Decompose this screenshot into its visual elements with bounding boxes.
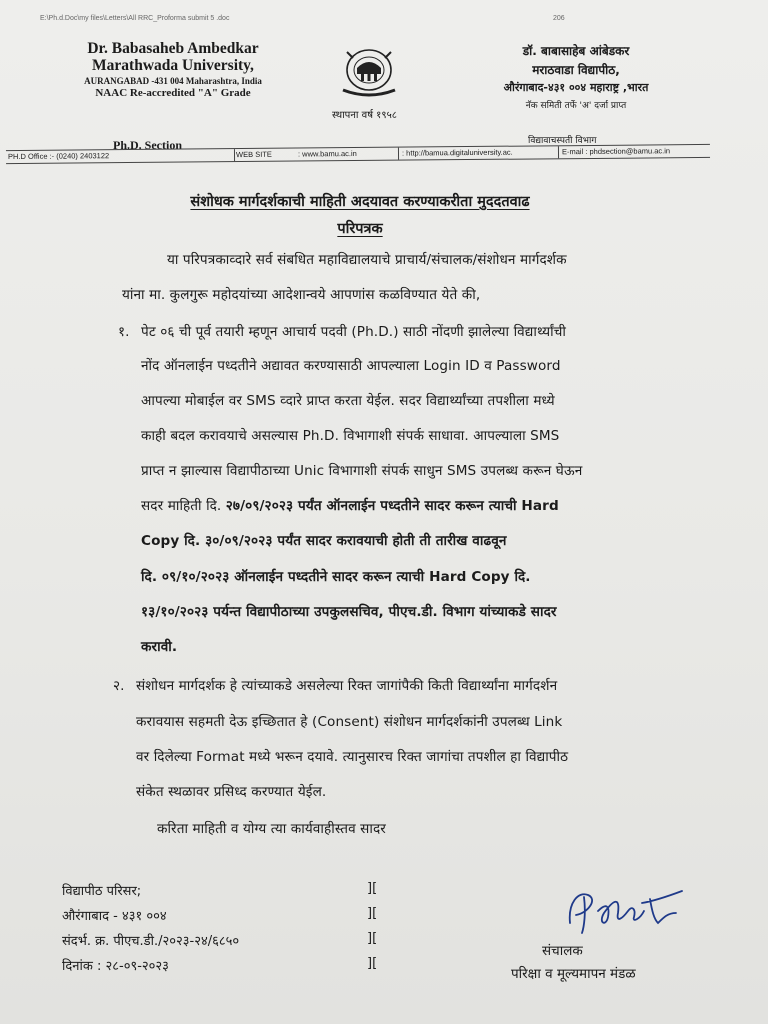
- footer-reference-number: संदर्भ. क्र. पीएच.डी./२०२३-२४/६८५०: [62, 934, 240, 949]
- intro-line-1: या परिपत्रकाव्दारे सर्व संबधित महाविद्यालयाचे प्राचार्य/संचालक/संशोधन मार्गदर्शक: [167, 252, 567, 268]
- point-2-line-4: संकेत स्थळावर प्रसिध्द करण्यात येईल.: [136, 784, 327, 800]
- handwritten-signature-icon: [558, 883, 708, 941]
- point-1-line-1: पेट ०६ ची पूर्व तयारी म्हणून आचार्य पदवी (Ph.D.) साठी नोंदणी झालेल्या विद्यार्थ्यांची: [141, 324, 566, 340]
- circular-title: संशोधक मार्गदर्शकाची माहिती अदयावत करण्याकरीता मुददतवाढ: [190, 194, 530, 210]
- point-1-line-6-bold: २७/०९/२०२३ पर्यंत ऑनलाईन पध्दतीने सादर करून त्याची Hard: [225, 498, 559, 514]
- point-1-line-6-normal: सदर माहिती दि.: [141, 498, 226, 514]
- footer-city: औरंगाबाद - ४३१ ००४: [62, 909, 167, 924]
- footer-bracket: ][: [367, 881, 378, 896]
- signatory-department: परिक्षा व मूल्यमापन मंडळ: [511, 966, 636, 982]
- footer-date: दिनांक : २८-०९-२०२३: [62, 959, 169, 974]
- university-name-marathi-line2: मराठवाडा विद्यापीठ,: [532, 63, 620, 77]
- section-name-marathi: विद्यावाचस्पती विभाग: [528, 136, 597, 146]
- footer-bracket: ][: [367, 906, 378, 921]
- footer-bracket: ][: [367, 956, 378, 971]
- point-1-bold-line-4: करावी.: [141, 639, 178, 655]
- file-path-text: E:\Ph.d.Doc\my files\Letters\All RRC_Proforma submit 5 .doc: [40, 15, 230, 22]
- intro-line-2: यांना मा. कुलगुरू महोदयांच्या आदेशान्वये आपणांस कळविण्यात येते की,: [122, 287, 481, 303]
- university-name-english: [48, 40, 298, 99]
- point-2-line-2: करावयास सहमती देऊ इच्छितात हे (Consent) संशोधन मार्गदर्शकांनी उपलब्ध Link: [136, 714, 563, 730]
- point-1-bold-line-1: Copy दि. ३०/०९/२०२३ पर्यंत सादर करावयाची होती ती तारीख वाढवून: [141, 533, 507, 549]
- circular-subtitle: परिपत्रक: [337, 221, 383, 237]
- point-1-number: १.: [118, 324, 130, 340]
- signatory-designation: संचालक: [542, 943, 583, 959]
- point-1-line-5: प्राप्त न झाल्यास विद्यापीठाच्या Unic विभागाशी संपर्क साधुन SMS उपलब्ध करून घेऊन: [141, 463, 583, 479]
- point-1-line-6: [141, 495, 559, 514]
- established-year: स्थापना वर्ष १९५८: [332, 110, 397, 121]
- page-number: 206: [553, 15, 565, 22]
- point-1-bold-line-2: दि. ०९/१०/२०२३ ऑनलाईन पध्दतीने सादर करून त्याची Hard Copy दि.: [141, 569, 531, 585]
- point-1-line-4: काही बदल करावयाचे असल्यास Ph.D. विभागाशी संपर्क साधावा. आपल्याला SMS: [141, 428, 560, 444]
- point-2-line-3: वर दिलेल्या Format मध्ये भरून दयावे. त्यानुसारच रिक्त जागांचा तपशील हा विद्यापीठ: [136, 749, 569, 765]
- naac-grade-marathi: नॅक समिती तर्फे 'अ' दर्जा प्राप्त: [525, 101, 627, 111]
- email-link[interactable]: E-mail : phdsection@bamu.ac.in: [561, 146, 671, 157]
- point-1-line-3: आपल्या मोबाईल वर SMS व्दारे प्राप्त करता येईल. सदर विद्यार्थ्यांच्या तपशीला मध्ये: [141, 393, 555, 409]
- point-1-bold-line-3: १३/१०/२०२३ पर्यन्त विद्यापीठाच्या उपकुलसचिव, पीएच.डी. विभाग यांच्याकडे सादर: [141, 604, 557, 620]
- contact-bar: [6, 144, 710, 164]
- footer-campus: विद्यापीठ परिसर;: [62, 884, 142, 899]
- digital-university-link[interactable]: : http://bamua.digitaluniversity.ac.: [401, 147, 513, 158]
- phd-office-phone: PH.D Office :- (0240) 2403122: [7, 151, 110, 162]
- section-name-english: Ph.D. Section: [113, 138, 182, 152]
- university-address-marathi: औरंगाबाद-४३१ ००४ महाराष्ट्र ,भारत: [503, 81, 649, 94]
- point-1-line-2: नोंद ऑनलाईन पध्दतीने अद्यावत करण्यासाठी आपल्याला Login ID व Password: [141, 358, 561, 374]
- university-seal-icon: [337, 44, 401, 100]
- website-link[interactable]: : www.bamu.ac.in: [297, 149, 357, 159]
- closing-line: करिता माहिती व योग्य त्या कार्यवाहीस्तव सादर: [157, 821, 386, 837]
- university-name-line1: Dr. Babasaheb Ambedkar: [87, 40, 259, 57]
- naac-grade-english: NAAC Re-accredited "A" Grade: [95, 87, 251, 99]
- university-address-english: AURANGABAD -431 004 Maharashtra, India: [84, 76, 262, 86]
- point-2-line-1: संशोधन मार्गदर्शक हे त्यांच्याकडे असलेल्या रिक्त जागांपैकी किती विद्यार्थ्यांना मार्गदर्शन: [136, 678, 558, 694]
- point-2-number: २.: [113, 678, 125, 694]
- university-name-marathi-line1: डॉ. बाबासाहेब आंबेडकर: [522, 44, 630, 58]
- university-name-line2: Marathwada University,: [92, 57, 254, 74]
- footer-bracket: ][: [367, 931, 378, 946]
- website-label: WEB SITE: [235, 149, 272, 160]
- university-name-marathi: [458, 42, 694, 111]
